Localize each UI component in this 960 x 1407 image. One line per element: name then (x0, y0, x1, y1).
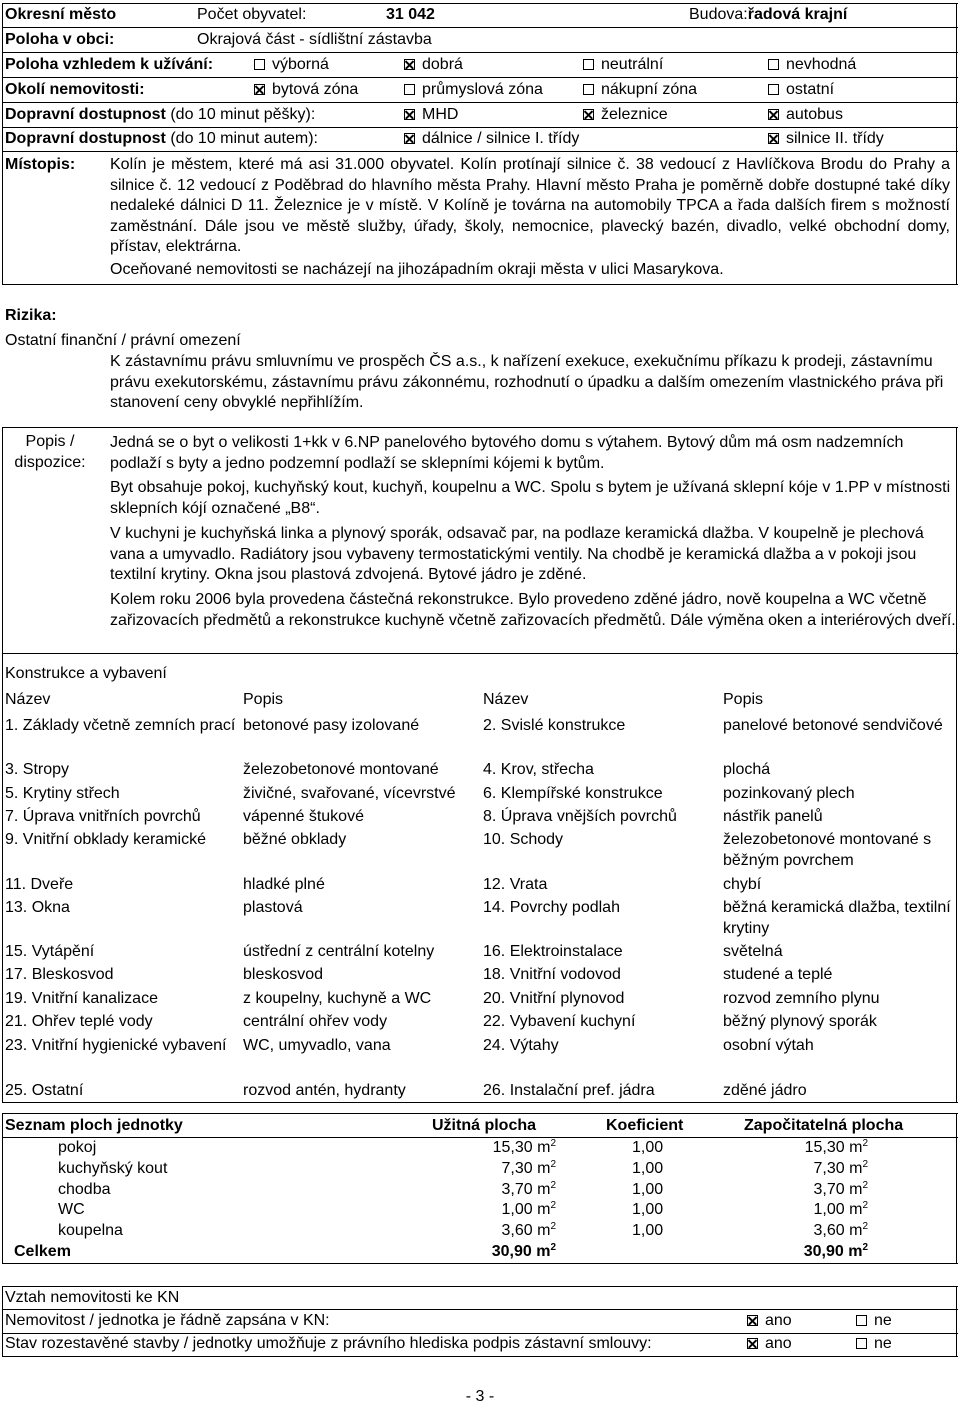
kn-row-label: Stav rozestavěné stavby / jednotky umožňuje z právního hlediska podpis zástavní smlouvy: (5, 1335, 652, 1352)
konstrukce-cell: 14. Povrchy podlah (483, 899, 620, 916)
konstrukce-cell: 26. Instalační pref. jádra (483, 1082, 655, 1099)
mistopis-label: Místopis: (5, 156, 76, 173)
kn-ano-option[interactable] (747, 1311, 792, 1331)
konstrukce-cell: 23. Vnitřní hygienické vybavení (5, 1037, 227, 1054)
konstrukce-cell: 1. Základy včetně zemních prací (5, 717, 236, 734)
budova-value: řadová krajní (747, 6, 848, 23)
plochy-header: Seznam ploch jednotky (5, 1117, 183, 1134)
plocha-koeficient: 1,00 (632, 1181, 664, 1198)
plocha-zapocitatelna (730, 1200, 868, 1220)
plocha-uzitna (420, 1159, 556, 1179)
checkbox-checked-icon[interactable] (404, 109, 415, 120)
option-label: neutrální (601, 56, 664, 73)
konstrukce-cell: studené a teplé (723, 966, 833, 983)
autem-option[interactable] (768, 129, 884, 149)
konstrukce-cell: 10. Schody (483, 831, 564, 848)
value: 7,30 (813, 1160, 845, 1177)
unit: m (849, 1160, 863, 1177)
konstrukce-cell: chybí (723, 876, 762, 893)
option-label: ano (765, 1312, 792, 1329)
unit: m (536, 1243, 551, 1260)
vzhled-option[interactable] (404, 55, 463, 75)
konstrukce-cell: 12. Vrata (483, 876, 548, 893)
okoli-label: Okolí nemovitosti: (5, 81, 145, 98)
checkbox-checked-icon[interactable] (404, 59, 415, 70)
popis-label-1: Popis / (25, 433, 75, 450)
value: 3,60 (501, 1222, 533, 1239)
popis-paragraphs (110, 433, 957, 635)
konstrukce-cell: 25. Ostatní (5, 1082, 84, 1099)
plochy-header: Užitná plocha (432, 1117, 537, 1134)
konstrukce-cell: WC, umyvadlo, vana (243, 1037, 391, 1054)
popis-label-2: dispozice: (14, 454, 86, 471)
value: 3,70 (501, 1181, 533, 1198)
popis-paragraph: Byt obsahuje pokoj, kuchyňský kout, kuchyň, koupelnu a WC. Spolu s bytem je užívaná sklepní kóje v 1.PP v místnosti sklepních kójí označené „B8“. (110, 479, 951, 518)
budova-label: Budova: (689, 6, 748, 23)
konstrukce-cell: 24. Výtahy (483, 1037, 559, 1054)
konstrukce-title: Konstrukce a vybavení (5, 665, 167, 682)
plocha-uzitna (420, 1200, 556, 1220)
pesky-option[interactable] (768, 105, 843, 125)
mistopis-text: Kolín je městem, které má asi 31.000 obyvatel. Kolín protínají silnice č. 38 vedoucí z Havlíčkova Brodu do Prahy a silnice č. 12 vedoucí z Poděbrad do hlavního města Prahy. Hlavní město Praha je poměrně dobře dostupné také díky nedaleké dálnici D 11. Železnice je v místě. V Kolíně je továrna na automobily TPCA a řada dalších firem s možností zaměstnání. Dále jsou ve městě služby, úřady, školy, nemocnice, plavecký bazén, divadlo, velké obchodní domy, přístav, elektrárna. (110, 156, 950, 255)
unit: m (849, 1181, 863, 1198)
konstrukce-cell: 19. Vnitřní kanalizace (5, 990, 158, 1007)
plocha-name: chodba (58, 1181, 111, 1198)
checkbox-checked-icon[interactable] (747, 1315, 758, 1326)
plocha-uzitna (420, 1180, 556, 1200)
total-value: 30,90 (803, 1243, 844, 1260)
kn-ne-option[interactable] (856, 1334, 892, 1354)
okresni-mesto-label: Okresní město (5, 6, 117, 23)
value: 15,30 (492, 1139, 533, 1156)
plocha-zapocitatelna (730, 1159, 868, 1179)
plocha-name: pokoj (58, 1139, 97, 1156)
unit: m (537, 1181, 551, 1198)
konstrukce-cell: 18. Vnitřní vodovod (483, 966, 621, 983)
col-header: Název (483, 691, 529, 708)
unit-exp: 2 (862, 1138, 868, 1149)
option-label: MHD (422, 106, 459, 123)
unit-exp: 2 (862, 1242, 868, 1253)
konstrukce-cell: hladké plné (243, 876, 325, 893)
konstrukce-cell: železobetonové montované s běžným povrchem (723, 831, 932, 869)
unit: m (849, 1201, 863, 1218)
plocha-zapocitatelna (730, 1180, 868, 1200)
autem-label-main: Dopravní dostupnost (5, 130, 166, 147)
plocha-name: koupelna (58, 1222, 123, 1239)
konstrukce-cell: běžný plynový sporák (723, 1013, 877, 1030)
konstrukce-cell: betonové pasy izolované (243, 717, 420, 734)
konstrukce-cell: vápenné štukové (243, 808, 364, 825)
checkbox-empty-icon[interactable] (583, 84, 594, 95)
kn-row-label: Nemovitost / jednotka je řádně zapsána v KN: (5, 1312, 330, 1329)
pocet-value: 31 042 (386, 6, 435, 23)
plocha-zapocitatelna (730, 1221, 868, 1241)
value: 3,60 (813, 1222, 845, 1239)
pesky-label-sub: (do 10 minut pěšky): (170, 106, 316, 123)
option-label: nákupní zóna (601, 81, 698, 98)
option-label: železnice (601, 106, 668, 123)
option-label: nevhodná (786, 56, 857, 73)
autem-label (5, 129, 318, 149)
option-label: ne (874, 1335, 892, 1352)
checkbox-checked-icon[interactable] (254, 84, 265, 95)
kn-title: Vztah nemovitosti ke KN (5, 1289, 180, 1306)
pocet-label: Počet obyvatel: (197, 6, 307, 23)
konstrukce-cell: 2. Svislé konstrukce (483, 717, 626, 734)
plochy-total-uzitna (420, 1242, 556, 1262)
col-header: Název (5, 691, 51, 708)
konstrukce-cell: běžné obklady (243, 831, 347, 848)
unit: m (848, 1243, 863, 1260)
unit-exp: 2 (550, 1200, 556, 1211)
checkbox-checked-icon[interactable] (768, 109, 779, 120)
autem-option[interactable] (404, 129, 579, 149)
konstrukce-cell: z koupelny, kuchyně a WC (243, 990, 432, 1007)
unit-exp: 2 (550, 1242, 556, 1253)
value: 3,70 (813, 1181, 845, 1198)
checkbox-empty-icon[interactable] (856, 1315, 867, 1326)
option-label: průmyslová zóna (422, 81, 543, 98)
plocha-koeficient: 1,00 (632, 1201, 664, 1218)
konstrukce-cell: zděné jádro (723, 1082, 807, 1099)
konstrukce-cell: 6. Klempířské konstrukce (483, 785, 663, 802)
kn-ano-option[interactable] (747, 1334, 792, 1354)
konstrukce-cell: živičné, svařované, vícevrstvé (243, 785, 456, 802)
konstrukce-cell: 16. Elektroinstalace (483, 943, 623, 960)
konstrukce-cell: bleskosvod (243, 966, 324, 983)
unit: m (537, 1139, 551, 1156)
rizika-text: K zástavnímu právu smluvnímu ve prospěch ČS a.s., k nařízení exekuce, exekučnímu příkazu k prodeji, zástavnímu právu exekutorskému, zástavnímu právu zákonnému, rozhodnutí o úpadku a dalším omezením vlastnického práva při stanovení ceny obvyklé nepřihlížím. (110, 353, 944, 411)
konstrukce-cell: běžná keramická dlažba, textilní krytiny (723, 899, 951, 937)
konstrukce-cell: 22. Vybavení kuchyní (483, 1013, 636, 1030)
checkbox-checked-icon[interactable] (583, 109, 594, 120)
plocha-name: WC (58, 1201, 85, 1218)
checkbox-empty-icon[interactable] (768, 59, 779, 70)
poloha-label: Poloha v obci: (5, 31, 115, 48)
unit: m (537, 1160, 551, 1177)
unit: m (849, 1222, 863, 1239)
option-label: bytová zóna (272, 81, 359, 98)
konstrukce-cell: rozvod antén, hydranty (243, 1082, 406, 1099)
unit-exp: 2 (550, 1221, 556, 1232)
value: 1,00 (501, 1201, 533, 1218)
budova-field (689, 5, 847, 25)
konstrukce-cell: rozvod zemního plynu (723, 990, 880, 1007)
mistopis-text2: Oceňované nemovitosti se nacházejí na jihozápadním okraji města v ulici Masarykova. (110, 261, 724, 278)
konstrukce-cell: 20. Vnitřní plynovod (483, 990, 625, 1007)
unit-exp: 2 (862, 1159, 868, 1170)
pesky-option[interactable] (583, 105, 668, 125)
konstrukce-cell: 9. Vnitřní obklady keramické (5, 831, 206, 848)
konstrukce-cell: centrální ohřev vody (243, 1013, 388, 1030)
plocha-uzitna (420, 1221, 556, 1241)
unit-exp: 2 (550, 1159, 556, 1170)
unit-exp: 2 (550, 1138, 556, 1149)
unit-exp: 2 (550, 1180, 556, 1191)
popis-paragraph: Kolem roku 2006 byla provedena částečná rekonstrukce. Bylo provedeno zděné jádro, nově koupelna a WC včetně zařizovacích předmětů a rekonstrukce kuchyně včetně zařizovacích předmětů. Dále výměna oken a interiérových dveří. (110, 590, 956, 629)
unit: m (537, 1201, 551, 1218)
checkbox-empty-icon[interactable] (404, 84, 415, 95)
vzhled-option[interactable] (768, 55, 856, 75)
option-label: ne (874, 1312, 892, 1329)
plochy-total-zapocitatelna (730, 1242, 868, 1262)
konstrukce-cell: 21. Ohřev teplé vody (5, 1013, 153, 1030)
okoli-option[interactable] (583, 80, 697, 100)
vzhled-label: Poloha vzhledem k užívání: (5, 56, 214, 73)
value: 1,00 (813, 1201, 845, 1218)
konstrukce-cell: plochá (723, 761, 771, 778)
konstrukce-cell: 7. Úprava vnitřních povrchů (5, 808, 201, 825)
unit: m (849, 1139, 863, 1156)
checkbox-checked-icon[interactable] (404, 133, 415, 144)
option-label: silnice II. třídy (786, 130, 884, 147)
plocha-koeficient: 1,00 (632, 1222, 664, 1239)
plocha-zapocitatelna (730, 1138, 868, 1158)
col-header: Popis (723, 691, 764, 708)
konstrukce-cell: 13. Okna (5, 899, 70, 916)
option-label: dobrá (422, 56, 463, 73)
konstrukce-cell: 11. Dveře (5, 876, 74, 893)
page-number: - 3 - (465, 1388, 495, 1405)
konstrukce-cell: 5. Krytiny střech (5, 785, 120, 802)
plocha-name: kuchyňský kout (58, 1160, 168, 1177)
value: 7,30 (501, 1160, 533, 1177)
kn-ne-option[interactable] (856, 1311, 892, 1331)
konstrukce-cell: 4. Krov, střecha (483, 761, 594, 778)
option-label: ano (765, 1335, 792, 1352)
value: 15,30 (804, 1139, 845, 1156)
rizika-label: Rizika: (5, 307, 57, 324)
popis-paragraph: Jedná se o byt o velikosti 1+kk v 6.NP panelového bytového domu s výtahem. Bytový dům má osm nadzemních podlaží s byty a jedno podzemní podlaží se sklepními kójemi k bytům. (110, 434, 904, 472)
unit-exp: 2 (862, 1180, 868, 1191)
checkbox-checked-icon[interactable] (768, 133, 779, 144)
konstrukce-cell: pozinkovaný plech (723, 785, 855, 802)
unit-exp: 2 (862, 1200, 868, 1211)
okoli-option[interactable] (768, 80, 834, 100)
konstrukce-cell: světelná (723, 943, 783, 960)
vzhled-option[interactable] (583, 55, 663, 75)
konstrukce-cell: 17. Bleskosvod (5, 966, 114, 983)
okoli-option[interactable] (254, 80, 358, 100)
vzhled-option[interactable] (254, 55, 329, 75)
konstrukce-cell: plastová (243, 899, 303, 916)
konstrukce-cell: ústřední z centrální kotelny (243, 943, 435, 960)
checkbox-checked-icon[interactable] (747, 1338, 758, 1349)
konstrukce-cell: 8. Úprava vnějších povrchů (483, 808, 677, 825)
checkbox-empty-icon[interactable] (254, 59, 265, 70)
okoli-option[interactable] (404, 80, 543, 100)
plocha-koeficient: 1,00 (632, 1139, 664, 1156)
option-label: ostatní (786, 81, 835, 98)
checkbox-empty-icon[interactable] (768, 84, 779, 95)
konstrukce-cell: nástřik panelů (723, 808, 823, 825)
pesky-option[interactable] (404, 105, 458, 125)
unit-exp: 2 (862, 1221, 868, 1232)
plochy-header: Koeficient (606, 1117, 684, 1134)
option-label: dálnice / silnice I. třídy (422, 130, 580, 147)
total-value: 30,90 (491, 1243, 532, 1260)
konstrukce-cell: 3. Stropy (5, 761, 70, 778)
unit: m (537, 1222, 551, 1239)
pesky-label-main: Dopravní dostupnost (5, 106, 166, 123)
poloha-value: Okrajová část - sídlištní zástavba (197, 31, 432, 48)
rizika-subtitle: Ostatní finanční / právní omezení (5, 332, 241, 349)
konstrukce-cell: železobetonové montované (243, 761, 439, 778)
option-label: autobus (786, 106, 843, 123)
plocha-uzitna (420, 1138, 556, 1158)
autem-label-sub: (do 10 minut autem): (170, 130, 318, 147)
checkbox-empty-icon[interactable] (856, 1338, 867, 1349)
option-label: výborná (272, 56, 329, 73)
pesky-label (5, 105, 315, 125)
checkbox-empty-icon[interactable] (583, 59, 594, 70)
popis-paragraph: V kuchyni je kuchyňská linka a plynový sporák, odsavač par, na podlaze keramická dlažba. V koupelně je plechová vana a umyvadlo. Radiátory jsou vybaveny termostatickými ventily. Na chodbě je keramická dlažba a v pokoji jsou textilní krytiny. Okna jsou plastová zdvojená. Bytové jádro je zděné. (110, 524, 924, 584)
plochy-header: Započitatelná plocha (744, 1117, 904, 1134)
col-header: Popis (243, 691, 284, 708)
konstrukce-cell: osobní výtah (723, 1037, 814, 1054)
konstrukce-cell: panelové betonové sendvičové (723, 717, 943, 734)
konstrukce-cell: 15. Vytápění (5, 943, 95, 960)
plocha-koeficient: 1,00 (632, 1160, 664, 1177)
plochy-total-label: Celkem (14, 1243, 71, 1260)
